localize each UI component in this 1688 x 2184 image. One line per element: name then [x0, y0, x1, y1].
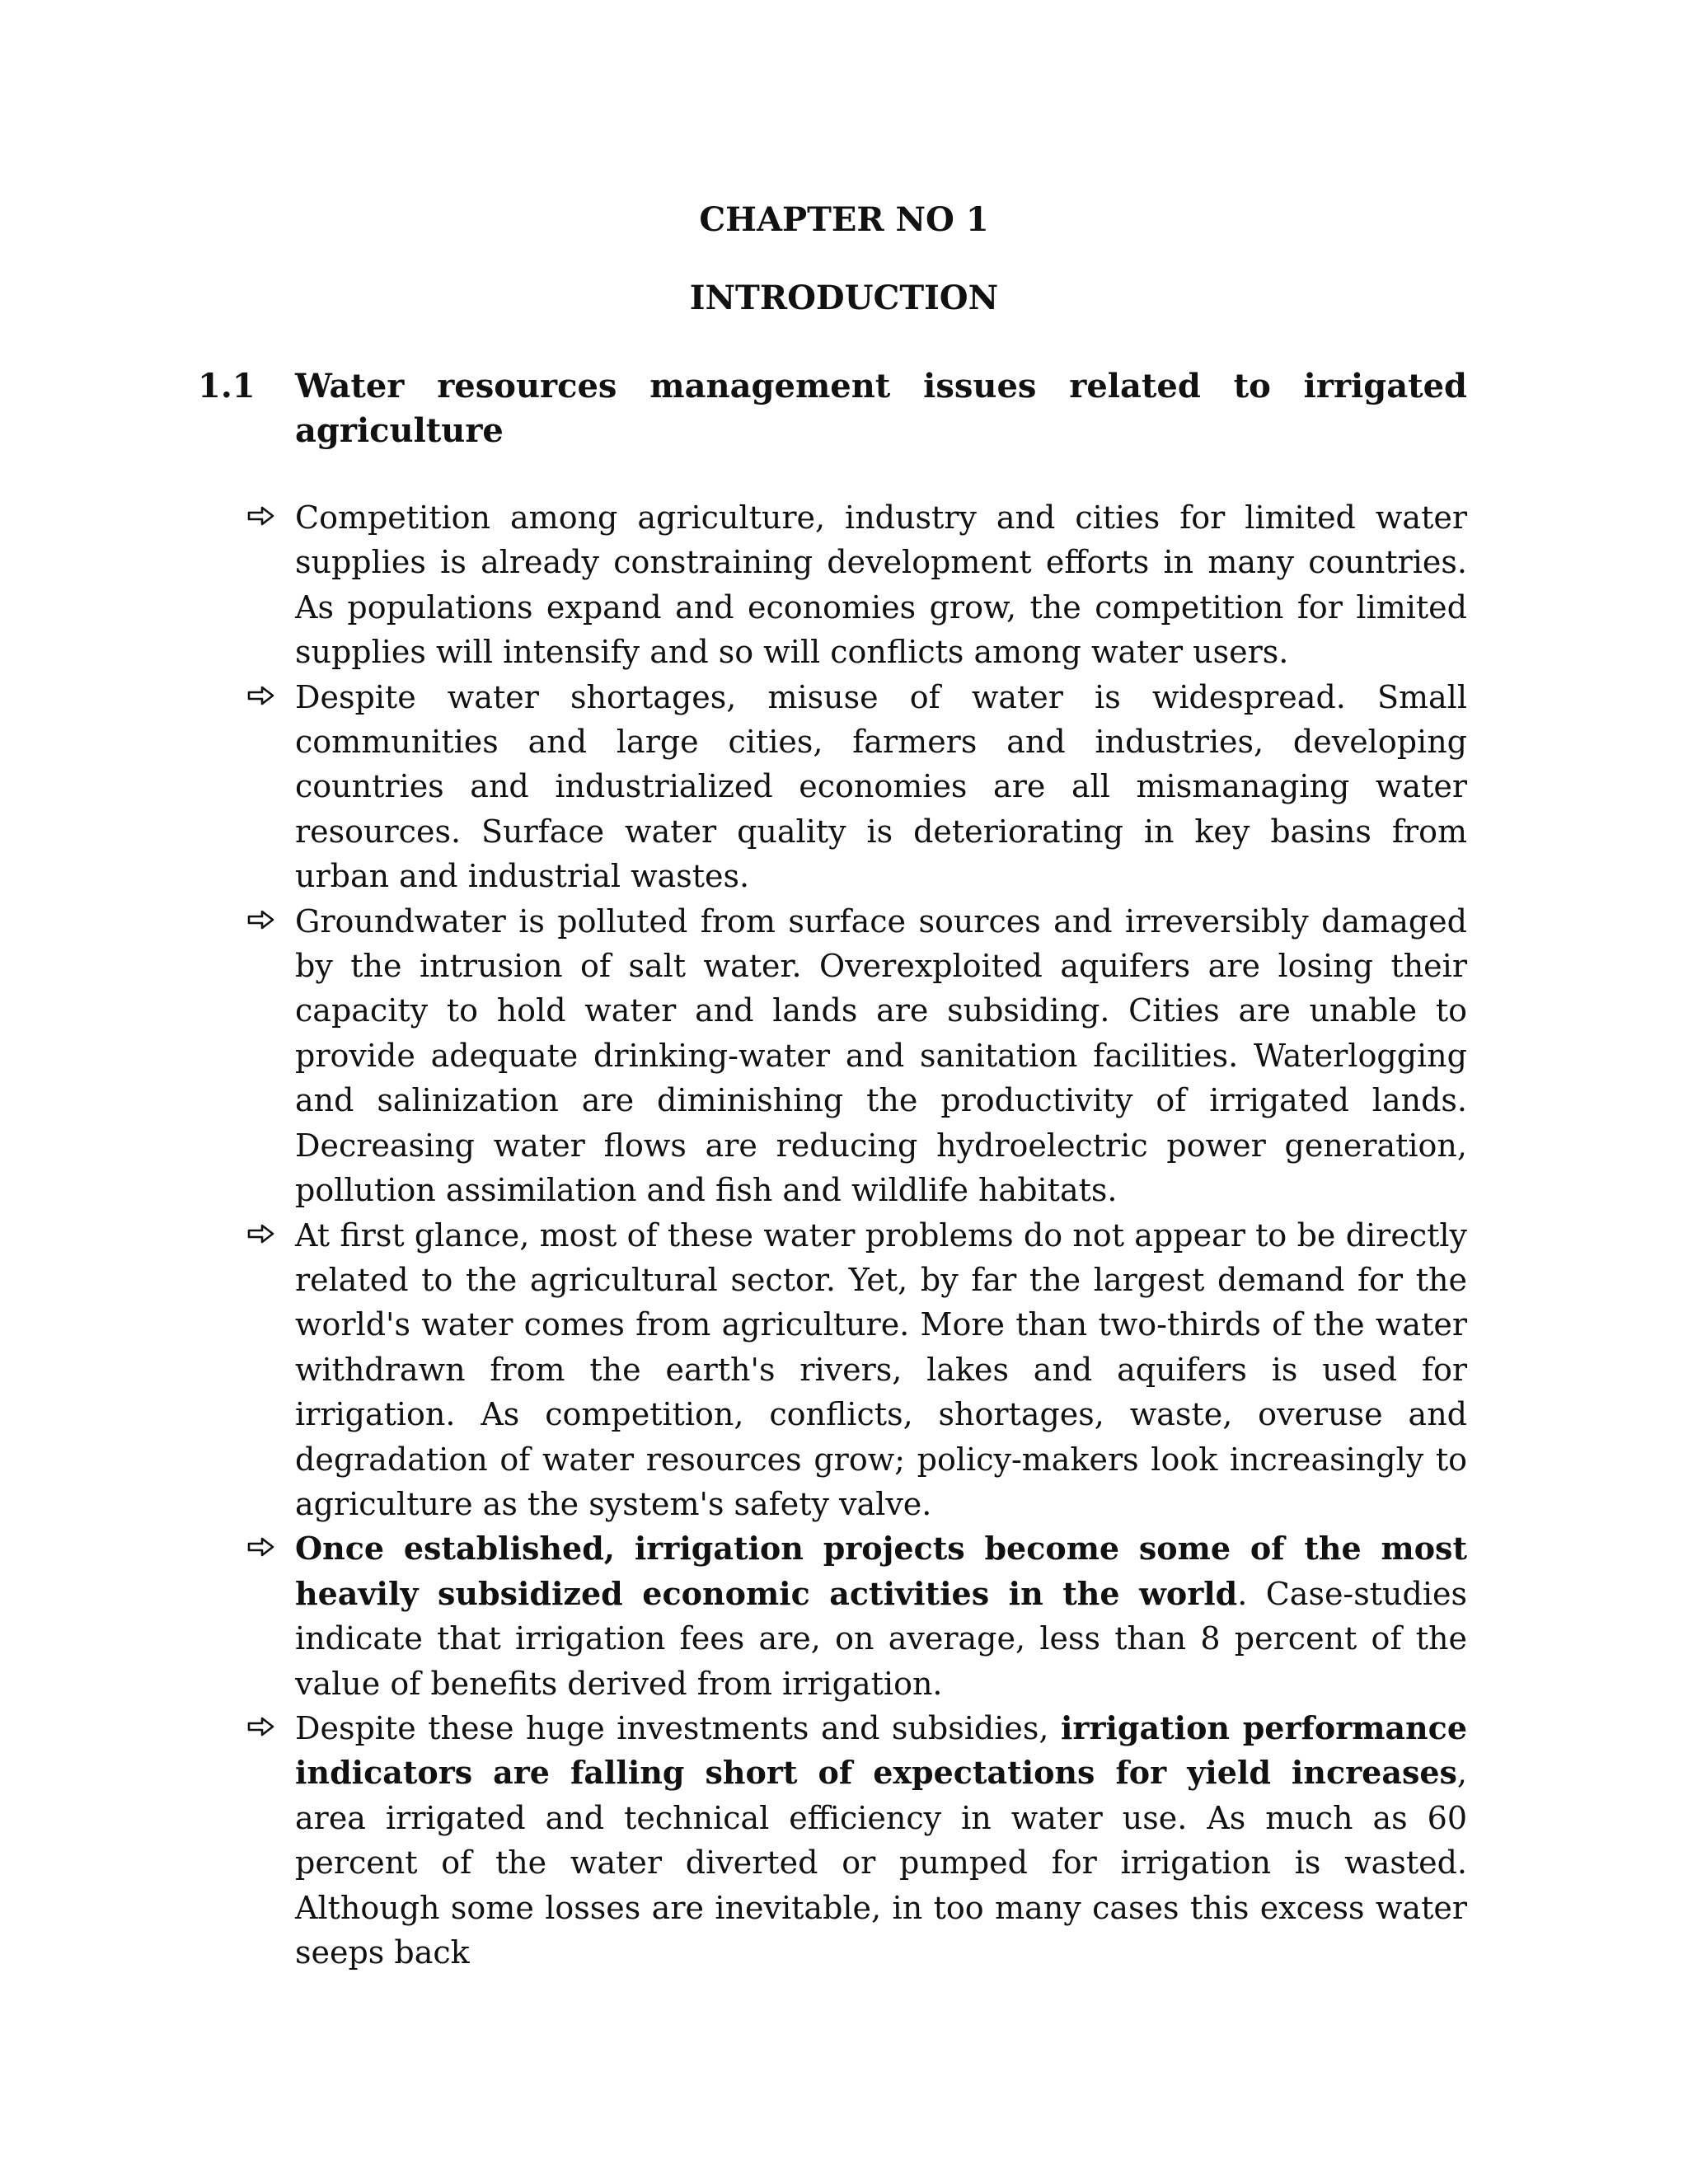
bullet-item	[247, 899, 1467, 1213]
bullet-item	[247, 675, 1467, 899]
arrow-right-outline-icon	[247, 495, 280, 540]
bullet-text: Despite water shortages, misuse of water is widespread. Small communities and large cities, farmers and industries, developing countries and industrialized economies are all mismanaging water resources. Surface water quality is deteriorating in key basins from urban and industrial wastes.	[295, 678, 1467, 895]
section-number: 1.1	[198, 367, 256, 405]
bullet-text: Competition among agriculture, industry and cities for limited water supplies is already constraining development efforts in many countries. As populations expand and economies grow, the competition for limited supplies will intensify and so will conflicts among water users.	[295, 499, 1467, 671]
arrow-right-outline-icon	[247, 1706, 280, 1750]
bullet-list	[247, 495, 1467, 1975]
chapter-title-heading: INTRODUCTION	[689, 279, 999, 317]
arrow-right-outline-icon	[247, 899, 280, 944]
bullet-text: At first glance, most of these water problems do not appear to be directly related to the agricultural sector. Yet, by far the largest demand for the world's water comes from agriculture. More than two-thirds of the water withdrawn from the earth's rivers, lakes and aquifers is used for irrigation. As competition, conflicts, shortages, waste, overuse and degradation of water resources grow; policy-makers look increasingly to agriculture as the system's safety valve.	[295, 1216, 1467, 1522]
bullet-bold-text: irrigation performance indicators are falling short of expectations for yield increases	[295, 1708, 1467, 1792]
bullet-item	[247, 1526, 1467, 1706]
bullet-text-after: . Case-studies indicate that irrigation fees are, on average, less than 8 percent of the value of benefits derived from irrigation.	[295, 1575, 1467, 1702]
chapter-number-heading: CHAPTER NO 1	[699, 200, 989, 239]
bullet-text: Groundwater is polluted from surface sources and irreversibly damaged by the intrusion of salt water. Overexploited aquifers are losing their capacity to hold water and lands are subsiding. Cities are unable to provide adequate drinking-water and sanitation facilities. Waterlogging and salinization are diminishing the productivity of irrigated lands. Decreasing water flows are reducing hydroelectric power generation, pollution assimilation and fish and wildlife habitats.	[295, 902, 1467, 1209]
bullet-text	[295, 1526, 1467, 1706]
bullet-item	[247, 495, 1467, 675]
arrow-right-outline-icon	[247, 1213, 280, 1258]
bullet-item	[247, 1706, 1467, 1975]
section-title: Water resources management issues related to irrigated agriculture	[295, 367, 1467, 450]
bullet-item	[247, 1213, 1467, 1527]
arrow-right-outline-icon	[247, 1526, 280, 1571]
bullet-text	[295, 1706, 1467, 1975]
bullet-text-after: , area irrigated and technical efficiency in water use. As much as 60 percent of the water diverted or pumped for irrigation is wasted. Although some losses are inevitable, in too many cases this excess water seeps back	[295, 1755, 1467, 1971]
bullet-text-before: Despite these huge investments and subsidies,	[295, 1709, 1061, 1746]
bullet-bold-text: Once established, irrigation projects become some of the most heavily subsidized economic activities in the world	[295, 1530, 1467, 1612]
arrow-right-outline-icon	[247, 675, 280, 719]
